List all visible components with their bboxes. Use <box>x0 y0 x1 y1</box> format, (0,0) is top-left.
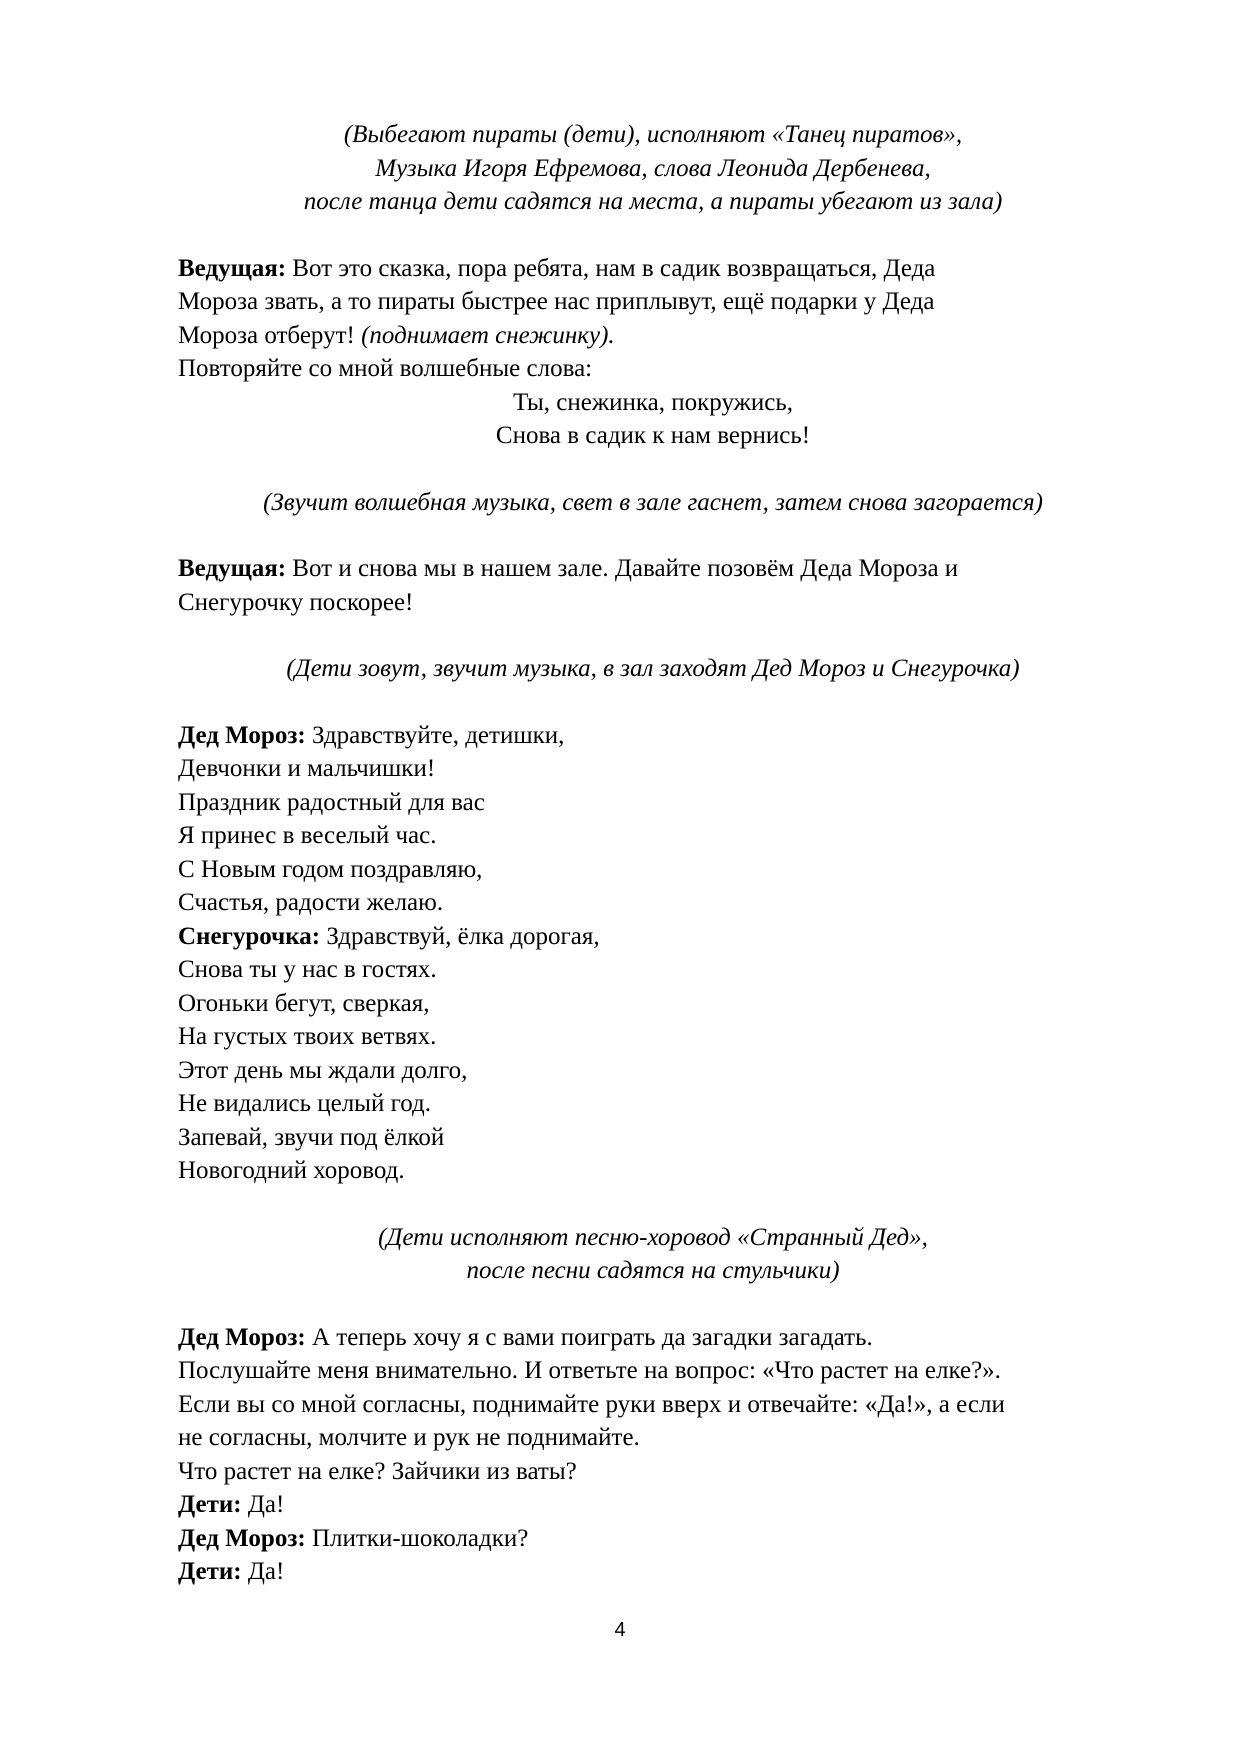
stage-direction-line: (Дети исполняют песню-хоровод «Странный Дед», <box>378 1223 928 1251</box>
stage-direction-magic-music: (Звучит волшебная музыка, свет в зале гаснет, затем снова загорается) <box>263 488 1043 516</box>
dialogue-line: Снегурочку поскорее! <box>178 588 414 616</box>
speaker-label: Дети: <box>178 1558 242 1585</box>
speaker-label: Дети: <box>178 1491 242 1518</box>
speaker-label: Ведущая: <box>178 555 287 582</box>
speaker-label: Дед Мороз: <box>178 1323 306 1351</box>
page-content <box>178 118 1128 1589</box>
stage-direction-line: Музыка Игоря Ефремова, слова Леонида Дербенева, <box>375 154 931 182</box>
dialogue-line: Если вы со мной согласны, поднимайте руки вверх и отвечайте: «Да!», а если <box>178 1390 1005 1418</box>
dialogue-line <box>178 1321 1128 1355</box>
dialogue-line <box>178 1488 1128 1522</box>
verse-line: Новогодний хоровод. <box>178 1157 405 1184</box>
dialogue-line <box>178 319 1128 353</box>
dialogue-block-game <box>178 1321 1128 1589</box>
inline-stage-direction: (поднимает снежинку). <box>361 321 615 349</box>
stage-direction-line: после песни садятся на стульчики) <box>466 1257 840 1284</box>
dialogue-line: Повторяйте со мной волшебные слова: <box>178 355 593 382</box>
dialogue-text: Здравствуй, ёлка дорогая, <box>320 922 600 950</box>
verse-line: Не видались целый год. <box>178 1090 431 1117</box>
verse-line: Этот день мы ждали долго, <box>178 1056 468 1084</box>
dialogue-line <box>178 1555 1128 1589</box>
speaker-label: Снегурочка: <box>178 922 321 950</box>
verse-line: Запевай, звучи под ёлкой <box>178 1123 445 1151</box>
speaker-label: Ведущая: <box>178 254 287 282</box>
dialogue-block-host-1 <box>178 252 1128 453</box>
dialogue-line <box>178 920 1128 954</box>
dialogue-block-greetings <box>178 719 1128 1188</box>
speaker-label: Дед Мороз: <box>178 1524 306 1552</box>
verse-line: Праздник радостный для вас <box>178 788 485 816</box>
dialogue-block-host-2 <box>178 552 1128 619</box>
stage-direction-pirates <box>178 118 1128 219</box>
dialogue-text: Да! <box>241 1491 285 1518</box>
verse-line: Снова ты у нас в гостях. <box>178 956 437 983</box>
dialogue-text: А теперь хочу я с вами поиграть да загадки загадать. <box>305 1323 873 1351</box>
dialogue-text: Здравствуйте, детишки, <box>305 721 565 749</box>
stage-direction-song <box>178 1221 1128 1288</box>
stage-direction-line: после танца дети садятся на места, а пираты убегают из зала) <box>303 188 1003 215</box>
dialogue-text: Вот и снова мы в нашем зале. Давайте позовём Деда Мороза и <box>286 555 959 582</box>
dialogue-text: Да! <box>241 1558 285 1585</box>
verse-line: Снова в садик к нам вернись! <box>495 422 811 449</box>
dialogue-line: Что растет на елке? Зайчики из ваты? <box>178 1457 577 1485</box>
page-number: 4 <box>614 1619 626 1641</box>
verse-line: С Новым годом поздравляю, <box>178 855 483 883</box>
verse-line: Ты, снежинка, покружись, <box>512 388 794 416</box>
dialogue-line: Мороза звать, а то пираты быстрее нас приплывут, ещё подарки у Деда <box>178 288 935 315</box>
speaker-label: Дед Мороз: <box>178 721 306 749</box>
dialogue-line <box>178 552 1128 586</box>
verse-line: Девчонки и мальчишки! <box>178 755 436 782</box>
dialogue-text: Плитки-шоколадки? <box>305 1524 529 1552</box>
stage-direction-line: (Выбегают пираты (дети), исполняют «Танец пиратов», <box>343 121 963 148</box>
dialogue-line <box>178 1522 1128 1556</box>
dialogue-line: не согласны, молчите и рук не поднимайте. <box>178 1424 640 1451</box>
dialogue-text: Вот это сказка, пора ребята, нам в садик возвращаться, Деда <box>286 254 936 282</box>
verse-line: Огоньки бегут, сверкая, <box>178 989 430 1017</box>
stage-direction-call: (Дети зовут, звучит музыка, в зал заходят Дед Мороз и Снегурочка) <box>286 655 1020 682</box>
dialogue-line <box>178 252 1128 286</box>
dialogue-line <box>178 719 1128 753</box>
dialogue-line: Послушайте меня внимательно. И ответьте на вопрос: «Что растет на елке?». <box>178 1357 1001 1384</box>
dialogue-text: Мороза отберут! <box>178 321 362 349</box>
verse-line: На густых твоих ветвях. <box>178 1023 437 1050</box>
verse-line: Счастья, радости желаю. <box>178 889 444 916</box>
verse-line: Я принес в веселый час. <box>178 822 437 849</box>
